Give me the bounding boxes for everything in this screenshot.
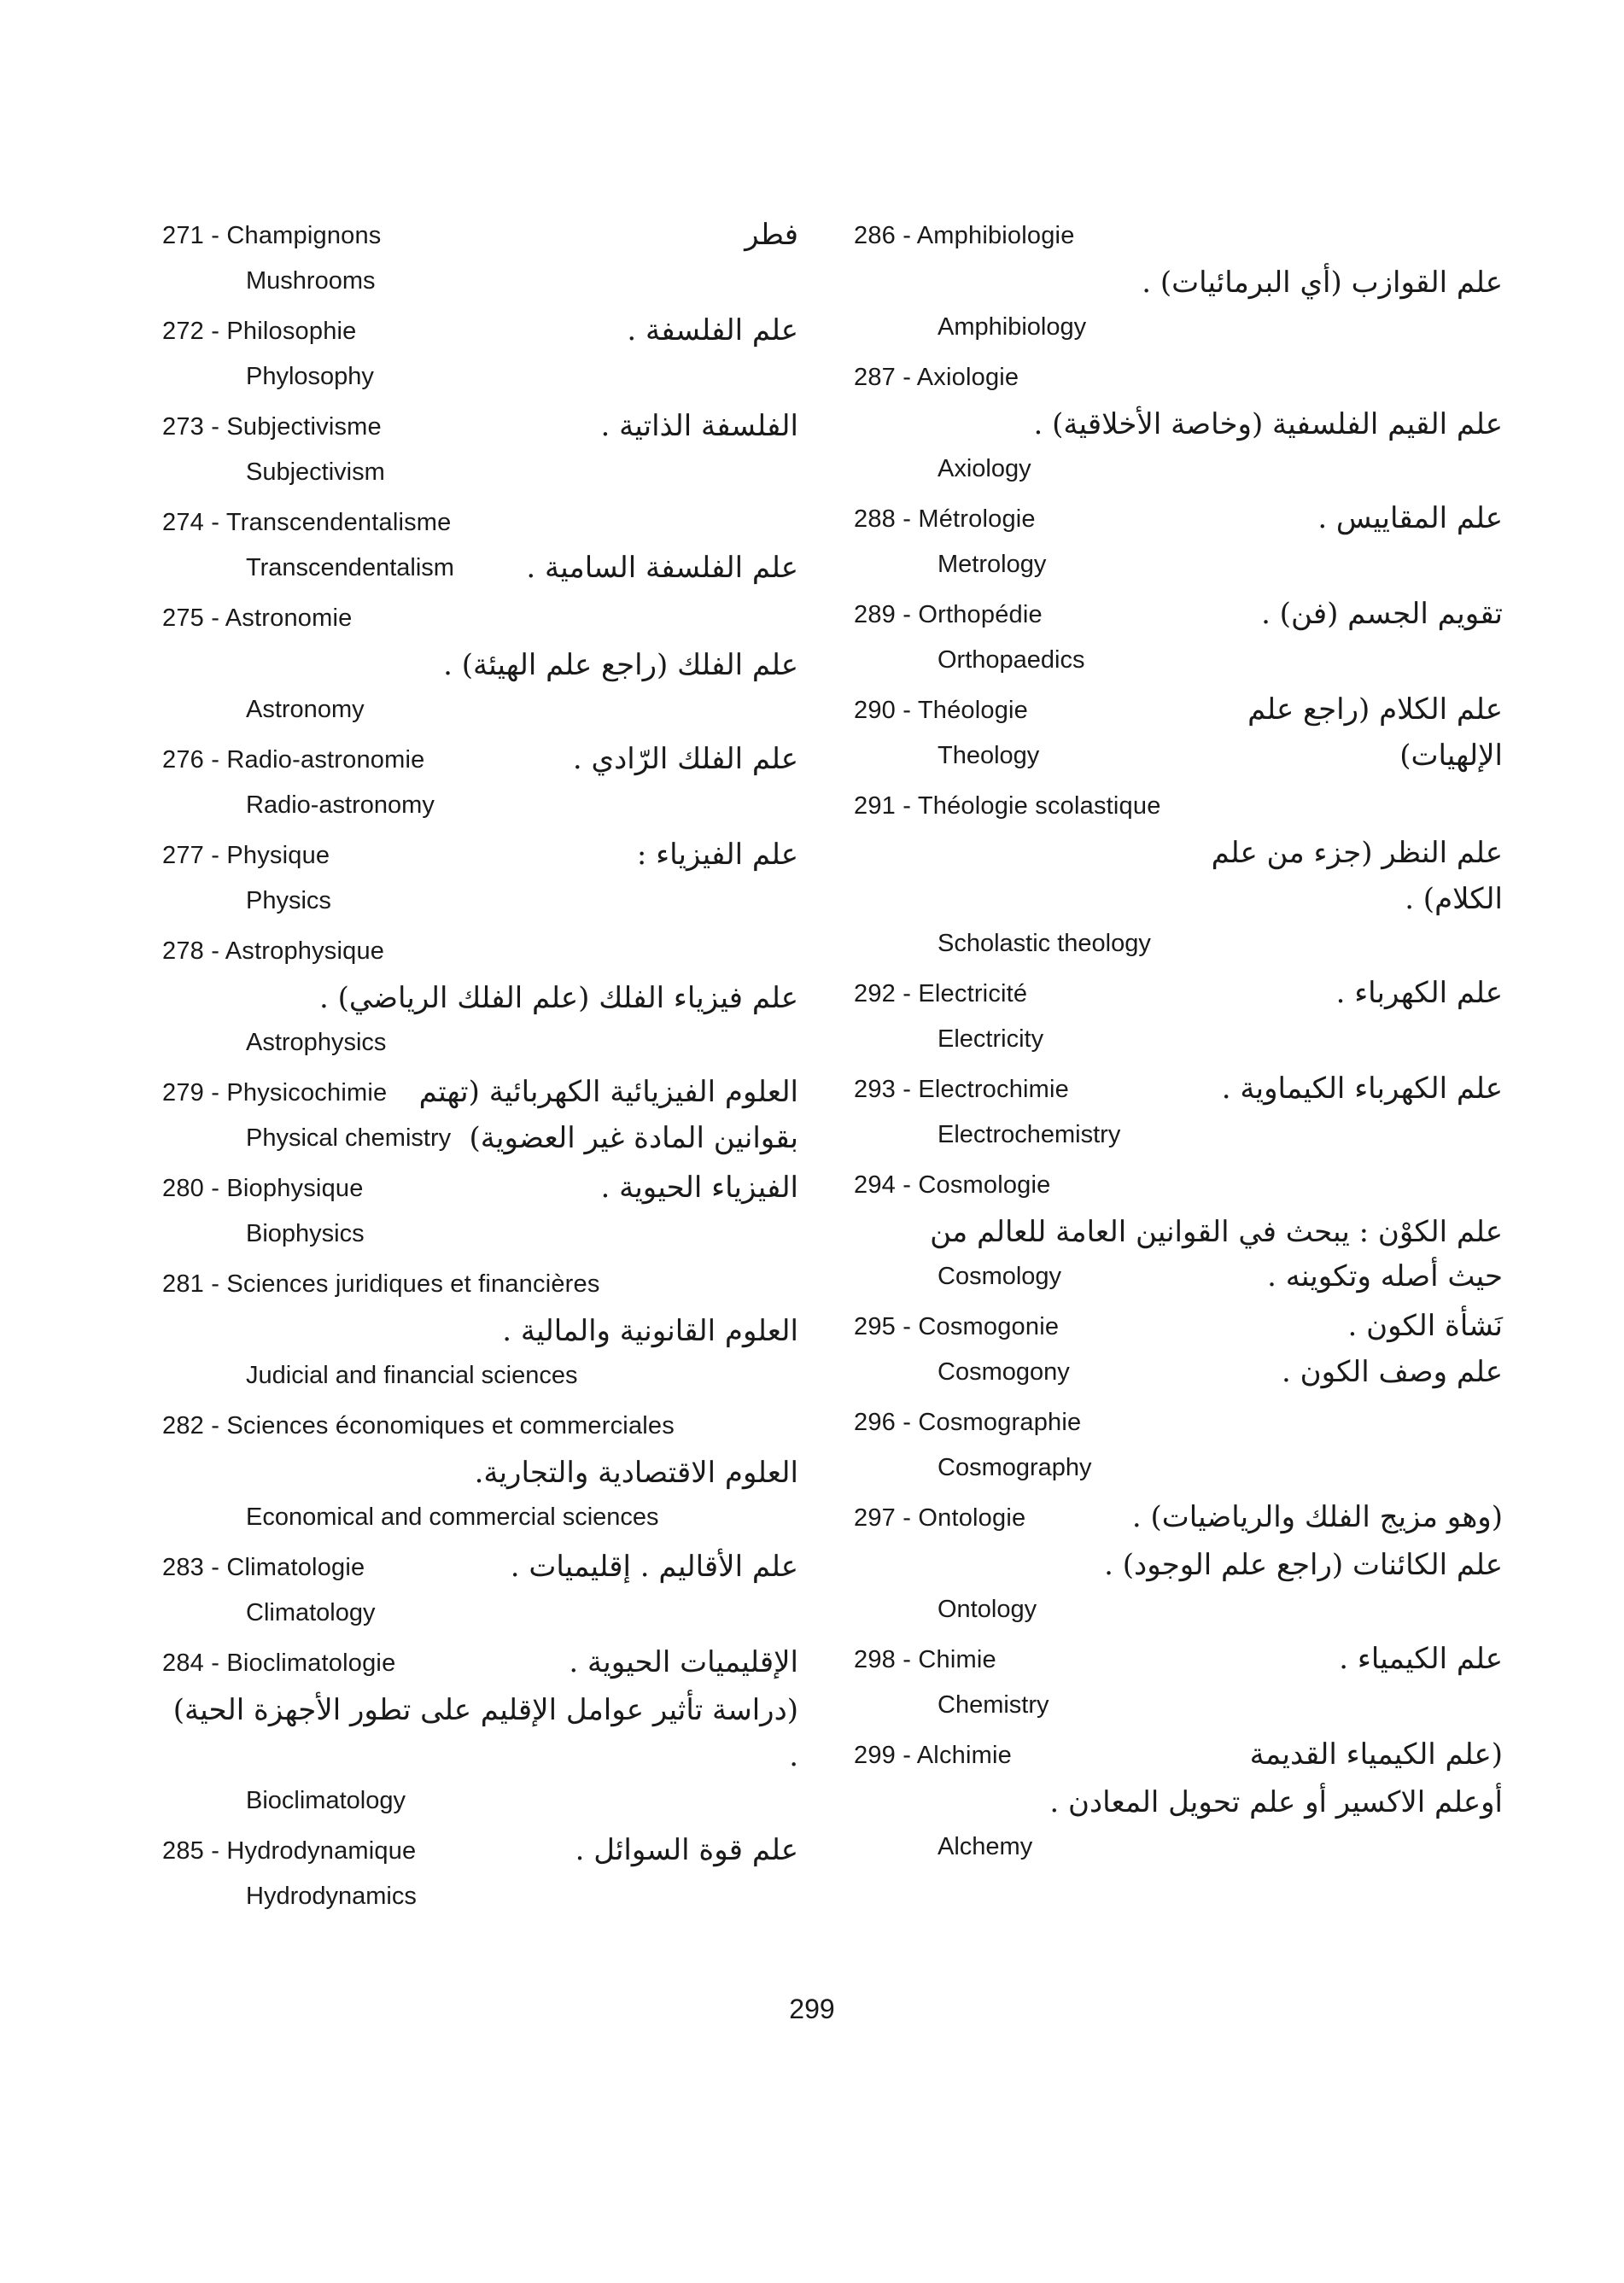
entry-spacer bbox=[162, 922, 798, 929]
entry-spacer bbox=[162, 493, 798, 500]
english-line bbox=[854, 922, 1503, 965]
arabic-definition: علم القوازب (أي البرمائيات) . bbox=[1142, 266, 1503, 300]
dictionary-entry bbox=[162, 1404, 798, 1545]
french-term: 272 - Philosophie bbox=[162, 318, 357, 345]
entry-spacer bbox=[854, 965, 1503, 972]
entry-heading-line bbox=[162, 500, 798, 546]
english-line bbox=[854, 1018, 1503, 1060]
arabic-term: نَشأة الكون . bbox=[1347, 1309, 1503, 1343]
arabic-term: علم الفيزياء : bbox=[636, 838, 798, 872]
french-term: 278 - Astrophysique bbox=[162, 937, 385, 965]
english-line bbox=[162, 1779, 798, 1822]
entry-heading-line bbox=[162, 929, 798, 975]
english-term: Climatology bbox=[246, 1599, 376, 1626]
entry-heading-line bbox=[854, 1305, 1503, 1351]
entry-heading-line bbox=[162, 1829, 798, 1875]
french-term: 287 - Axiologie bbox=[854, 364, 1019, 391]
english-line bbox=[854, 1825, 1503, 1868]
french-term: 285 - Hydrodynamique bbox=[162, 1837, 417, 1865]
entry-spacer bbox=[854, 490, 1503, 497]
english-term: Axiology bbox=[938, 455, 1031, 482]
entry-heading-line bbox=[854, 1163, 1503, 1209]
entry-spacer bbox=[854, 777, 1503, 784]
entry-spacer bbox=[162, 398, 798, 405]
arabic-term: علم الكلام (راجع علم bbox=[1247, 692, 1503, 727]
english-line bbox=[854, 1588, 1503, 1631]
entry-spacer bbox=[854, 1060, 1503, 1067]
english-line bbox=[854, 1113, 1503, 1156]
arabic-term: علم الكهرباء الكيماوية . bbox=[1221, 1071, 1503, 1106]
french-term: 286 - Amphibiologie bbox=[854, 222, 1075, 249]
dictionary-entry bbox=[854, 784, 1503, 972]
dictionary-entry bbox=[162, 213, 798, 309]
arabic-continuation: علم وصف الكون . bbox=[1281, 1355, 1503, 1389]
english-term: Judicial and financial sciences bbox=[246, 1362, 578, 1389]
french-term: 296 - Cosmographie bbox=[854, 1409, 1082, 1436]
entry-spacer bbox=[854, 1489, 1503, 1496]
french-term: 277 - Physique bbox=[162, 842, 330, 869]
entry-heading-line bbox=[162, 1166, 798, 1212]
dictionary-entry bbox=[854, 355, 1503, 497]
french-term: 299 - Alchimie bbox=[854, 1742, 1012, 1769]
arabic-term: (وهو مزيج الفلك والرياضيات) . bbox=[1131, 1500, 1503, 1534]
arabic-continuation: علم الفلسفة السامية . bbox=[526, 551, 798, 585]
dictionary-entry bbox=[854, 1638, 1503, 1733]
english-line bbox=[162, 1591, 798, 1634]
english-term: Radio-astronomy bbox=[246, 791, 435, 819]
dictionary-entry bbox=[854, 497, 1503, 593]
english-line bbox=[162, 355, 798, 398]
french-term: 274 - Transcendentalisme bbox=[162, 509, 452, 536]
entry-heading-line bbox=[162, 596, 798, 642]
arabic-term: الفلسفة الذاتية . bbox=[600, 409, 798, 443]
english-line bbox=[854, 306, 1503, 348]
dictionary-entry bbox=[854, 593, 1503, 688]
entry-spacer bbox=[854, 681, 1503, 688]
dictionary-entry bbox=[854, 213, 1503, 355]
french-term: 273 - Subjectivisme bbox=[162, 413, 382, 441]
english-term: Physics bbox=[246, 887, 331, 914]
left-column bbox=[162, 213, 798, 1924]
entry-heading-line bbox=[162, 1545, 798, 1591]
english-line bbox=[162, 546, 798, 589]
entry-spacer bbox=[162, 1822, 798, 1829]
english-line bbox=[162, 451, 798, 493]
english-term: Orthopaedics bbox=[938, 646, 1085, 674]
arabic-term: الفيزياء الحيوية . bbox=[600, 1171, 798, 1205]
entry-heading-line bbox=[854, 355, 1503, 401]
arabic-definition: علم فيزياء الفلك (علم الفلك الرياضي) . bbox=[318, 981, 798, 1015]
english-term: Electrochemistry bbox=[938, 1121, 1121, 1148]
entry-spacer bbox=[162, 731, 798, 738]
dictionary-entry bbox=[854, 1067, 1503, 1163]
french-term: 297 - Ontologie bbox=[854, 1504, 1026, 1532]
arabic-term: علم الأقاليم . إقليميات . bbox=[510, 1550, 798, 1584]
entry-spacer bbox=[854, 1156, 1503, 1163]
english-line bbox=[854, 1255, 1503, 1298]
french-term: 293 - Electrochimie bbox=[854, 1076, 1070, 1103]
entry-spacer bbox=[162, 1918, 798, 1924]
entry-heading-line bbox=[162, 1404, 798, 1450]
english-line bbox=[854, 447, 1503, 490]
entry-heading-line bbox=[162, 405, 798, 451]
french-term: 271 - Champignons bbox=[162, 222, 382, 249]
french-term: 295 - Cosmogonie bbox=[854, 1313, 1060, 1340]
arabic-term: العلوم الفيزيائية الكهربائية (تهتم bbox=[418, 1075, 798, 1109]
dictionary-entry bbox=[162, 1262, 798, 1404]
french-term: 291 - Théologie scolastique bbox=[854, 792, 1161, 820]
entry-heading-line bbox=[162, 309, 798, 355]
entry-spacer bbox=[162, 1064, 798, 1071]
english-line bbox=[162, 879, 798, 922]
french-term: 288 - Métrologie bbox=[854, 505, 1036, 533]
arabic-definition: الكلام) . bbox=[1405, 882, 1503, 916]
english-term: Subjectivism bbox=[246, 458, 385, 486]
entry-heading-line bbox=[854, 688, 1503, 734]
english-term: Bioclimatology bbox=[246, 1787, 406, 1814]
right-column bbox=[854, 213, 1503, 1875]
english-line bbox=[162, 688, 798, 731]
arabic-definition: علم النظر (جزء من علم bbox=[1211, 836, 1503, 870]
entry-heading-line bbox=[854, 213, 1503, 260]
arabic-definition: علم الكائنات (راجع علم الوجود) . bbox=[1104, 1548, 1503, 1582]
entry-heading-line bbox=[162, 833, 798, 879]
english-line bbox=[854, 734, 1503, 777]
arabic-definition: العلوم القانونية والمالية . bbox=[502, 1314, 798, 1348]
entry-spacer bbox=[854, 1631, 1503, 1638]
dictionary-entry bbox=[854, 1305, 1503, 1400]
dictionary-entry bbox=[162, 738, 798, 833]
arabic-term: تقويم الجسم (فن) . bbox=[1261, 597, 1503, 631]
entry-spacer bbox=[854, 1298, 1503, 1305]
english-line bbox=[162, 1021, 798, 1064]
dictionary-entry bbox=[854, 972, 1503, 1067]
english-term: Alchemy bbox=[938, 1833, 1033, 1860]
entry-heading-line bbox=[162, 213, 798, 260]
dictionary-entry bbox=[854, 1163, 1503, 1305]
arabic-continuation: بقوانين المادة غير العضوية) bbox=[469, 1121, 798, 1155]
english-term: Hydrodynamics bbox=[246, 1883, 417, 1910]
english-line bbox=[854, 1351, 1503, 1393]
english-term: Theology bbox=[938, 742, 1040, 769]
entry-spacer bbox=[854, 586, 1503, 593]
english-line bbox=[162, 784, 798, 826]
arabic-term: علم الكهرباء . bbox=[1335, 976, 1503, 1010]
arabic-term: علم المقاييس . bbox=[1317, 501, 1503, 535]
entry-heading-line bbox=[854, 593, 1503, 639]
french-term: 276 - Radio-astronomie bbox=[162, 746, 425, 774]
dictionary-entry bbox=[854, 1733, 1503, 1875]
arabic-term: علم الكيمياء . bbox=[1339, 1642, 1503, 1676]
english-line bbox=[162, 260, 798, 302]
english-line bbox=[854, 1446, 1503, 1489]
arabic-definition: علم القيم الفلسفية (وخاصة الأخلاقية) . bbox=[1033, 407, 1503, 441]
arabic-definition: علم الكوْن : يبحث في القوانين العامة للعالم من bbox=[930, 1215, 1503, 1249]
dictionary-entry bbox=[162, 500, 798, 596]
entry-heading-line bbox=[854, 1733, 1503, 1779]
english-line bbox=[162, 1354, 798, 1397]
english-term: Biophysics bbox=[246, 1220, 365, 1247]
entry-spacer bbox=[162, 302, 798, 309]
entry-spacer bbox=[162, 589, 798, 596]
english-term: Amphibiology bbox=[938, 313, 1087, 341]
entry-heading-line bbox=[162, 1071, 798, 1117]
english-term: Mushrooms bbox=[246, 267, 376, 295]
french-term: 283 - Climatologie bbox=[162, 1554, 365, 1581]
entry-heading-line bbox=[854, 1496, 1503, 1542]
french-term: 284 - Bioclimatologie bbox=[162, 1649, 396, 1677]
dictionary-entry bbox=[854, 1400, 1503, 1496]
english-term: Transcendentalism bbox=[246, 554, 454, 581]
french-term: 292 - Electricité bbox=[854, 980, 1028, 1007]
french-term: 294 - Cosmologie bbox=[854, 1171, 1051, 1199]
entry-spacer bbox=[854, 1393, 1503, 1400]
french-term: 290 - Théologie bbox=[854, 697, 1029, 724]
arabic-definition: علم الفلك (راجع علم الهيئة) . bbox=[443, 648, 798, 682]
arabic-term: علم الفلك الرّادي . bbox=[572, 742, 798, 776]
entry-heading-line bbox=[854, 1067, 1503, 1113]
arabic-term: علم قوة السوائل . bbox=[575, 1833, 798, 1867]
english-term: Cosmography bbox=[938, 1454, 1092, 1481]
dictionary-entry bbox=[162, 1641, 798, 1829]
entry-heading-line bbox=[854, 1400, 1503, 1446]
entry-spacer bbox=[162, 826, 798, 833]
arabic-term: (علم الكيمياء القديمة bbox=[1249, 1737, 1503, 1772]
entry-heading-line bbox=[854, 784, 1503, 830]
arabic-definition: العلوم الاقتصادية والتجارية. bbox=[474, 1456, 798, 1490]
dictionary-entry bbox=[162, 1166, 798, 1262]
entry-spacer bbox=[162, 1634, 798, 1641]
dictionary-entry bbox=[162, 833, 798, 929]
french-term: 298 - Chimie bbox=[854, 1646, 996, 1673]
english-term: Electricity bbox=[938, 1025, 1044, 1053]
english-term: Phylosophy bbox=[246, 363, 374, 390]
english-term: Cosmology bbox=[938, 1263, 1062, 1290]
entry-spacer bbox=[162, 1539, 798, 1545]
entry-spacer bbox=[162, 1159, 798, 1166]
arabic-term: الإقليميات الحيوية . bbox=[569, 1645, 798, 1679]
english-term: Ontology bbox=[938, 1596, 1037, 1623]
english-line bbox=[854, 543, 1503, 586]
dictionary-entry bbox=[162, 309, 798, 405]
french-term: 289 - Orthopédie bbox=[854, 601, 1043, 628]
french-term: 282 - Sciences économiques et commerciales bbox=[162, 1412, 675, 1439]
entry-spacer bbox=[162, 1397, 798, 1404]
dictionary-entry bbox=[162, 929, 798, 1071]
dictionary-entry bbox=[854, 1496, 1503, 1638]
french-term: 281 - Sciences juridiques et financières bbox=[162, 1270, 600, 1298]
entry-heading-line bbox=[162, 1641, 798, 1687]
dictionary-entry bbox=[162, 1829, 798, 1924]
english-line bbox=[162, 1875, 798, 1918]
arabic-term: فطر bbox=[745, 218, 798, 252]
english-term: Economical and commercial sciences bbox=[246, 1504, 659, 1531]
arabic-definition: (دراسة تأثير عوامل الإقليم على تطور الأجهزة الحية) . bbox=[172, 1693, 798, 1773]
dictionary-entry bbox=[162, 596, 798, 738]
arabic-continuation: الإلهيات) bbox=[1399, 739, 1503, 773]
english-term: Physical chemistry bbox=[246, 1124, 452, 1152]
arabic-continuation: حيث أصله وتكوينه . bbox=[1267, 1259, 1503, 1293]
dictionary-entry bbox=[854, 688, 1503, 784]
entry-spacer bbox=[854, 348, 1503, 355]
english-term: Cosmogony bbox=[938, 1358, 1070, 1386]
french-term: 280 - Biophysique bbox=[162, 1175, 364, 1202]
arabic-term: علم الفلسفة . bbox=[627, 313, 798, 347]
entry-heading-line bbox=[854, 497, 1503, 543]
english-line bbox=[162, 1212, 798, 1255]
entry-spacer bbox=[854, 1868, 1503, 1875]
english-line bbox=[162, 1117, 798, 1159]
entry-heading-line bbox=[854, 972, 1503, 1018]
english-term: Astronomy bbox=[246, 696, 365, 723]
dictionary-entry bbox=[162, 1071, 798, 1166]
entry-spacer bbox=[854, 1726, 1503, 1733]
arabic-definition: أوعلم الاكسير أو علم تحويل المعادن . bbox=[1049, 1785, 1503, 1819]
english-term: Astrophysics bbox=[246, 1029, 387, 1056]
dictionary-entry bbox=[162, 405, 798, 500]
english-term: Scholastic theology bbox=[938, 930, 1151, 957]
entry-heading-line bbox=[854, 1638, 1503, 1684]
entry-heading-line bbox=[162, 738, 798, 784]
page-number: 299 bbox=[789, 1994, 835, 2024]
dictionary-entry bbox=[162, 1545, 798, 1641]
english-term: Chemistry bbox=[938, 1691, 1049, 1719]
entry-spacer bbox=[162, 1255, 798, 1262]
entry-heading-line bbox=[162, 1262, 798, 1308]
french-term: 275 - Astronomie bbox=[162, 604, 353, 632]
english-line bbox=[162, 1496, 798, 1539]
english-term: Metrology bbox=[938, 551, 1047, 578]
english-line bbox=[854, 639, 1503, 681]
french-term: 279 - Physicochimie bbox=[162, 1079, 388, 1106]
english-line bbox=[854, 1684, 1503, 1726]
